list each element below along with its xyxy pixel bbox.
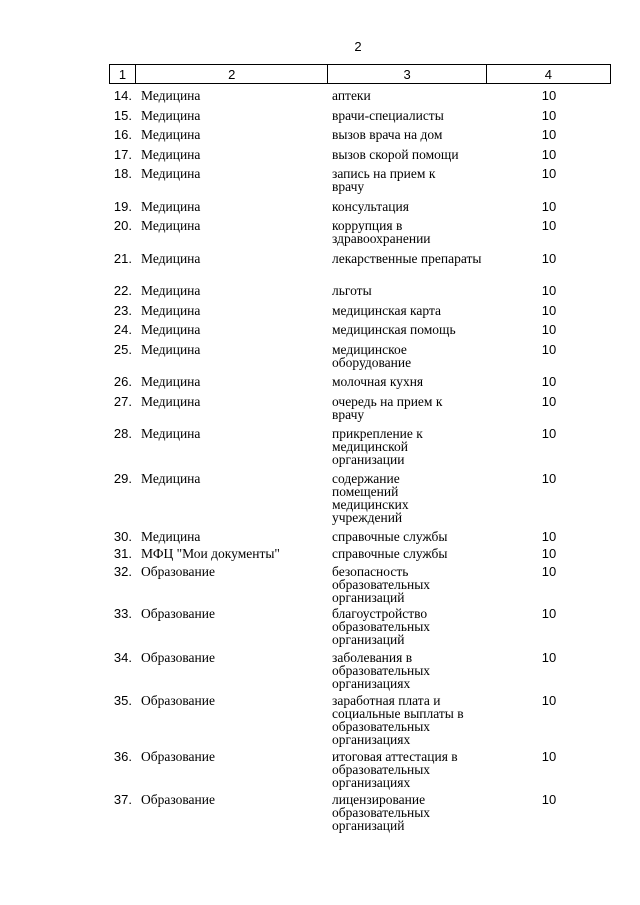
row-category: Образование: [141, 748, 215, 764]
table-row: [0, 89, 640, 109]
row-value: 10: [541, 748, 557, 764]
row-topic: медицинская помощь: [332, 322, 456, 337]
table-row: [0, 427, 640, 472]
row-number: 33.: [113, 606, 132, 621]
column-header-2: 2: [136, 65, 328, 84]
row-number: 37.: [113, 791, 132, 807]
row-number: 15.: [113, 107, 132, 123]
column-header-4: 4: [486, 65, 610, 84]
row-topic: консультация: [332, 198, 409, 214]
row-category: Медицина: [141, 426, 201, 441]
table-body: [0, 89, 640, 836]
row-topic: благоустройство образовательных организаций: [332, 606, 431, 647]
row-category: Медицина: [141, 218, 201, 233]
row-category: Медицина: [141, 374, 201, 389]
row-category: Медицина: [141, 471, 201, 486]
column-header-row: [110, 65, 611, 84]
row-topic: заболевания в образовательных организациях: [332, 649, 431, 691]
row-topic: врачи-специалисты: [332, 107, 444, 123]
row-value: 10: [541, 528, 557, 544]
table-row: [0, 304, 640, 324]
row-topic: итоговая аттестация в образовательных организациях: [332, 748, 458, 790]
row-number: 34.: [113, 649, 132, 665]
row-number: 20.: [113, 218, 132, 233]
row-topic: лицензирование образовательных организаций: [332, 791, 431, 833]
row-value: 10: [541, 374, 557, 389]
table-row: [0, 284, 640, 304]
row-topic: содержание помещений медицинских учреждений: [332, 471, 409, 525]
row-category: Медицина: [141, 198, 201, 214]
row-number: 26.: [113, 374, 132, 389]
row-topic: коррупция в здравоохранении: [332, 218, 431, 246]
row-number: 16.: [113, 127, 132, 142]
table-row: [0, 793, 640, 836]
row-category: Медицина: [141, 322, 201, 337]
row-number: 25.: [113, 341, 132, 357]
row-number: 23.: [113, 302, 132, 318]
row-number: 24.: [113, 322, 132, 337]
row-category: Медицина: [141, 146, 201, 162]
row-value: 10: [541, 393, 557, 409]
row-value: 10: [541, 146, 557, 162]
row-category: Медицина: [141, 166, 201, 181]
row-topic: безопасность образовательных организаций: [332, 563, 431, 605]
row-number: 18.: [113, 166, 132, 181]
row-topic: вызов врача на дом: [332, 127, 443, 142]
row-topic: аптеки: [332, 88, 371, 103]
row-category: Медицина: [141, 88, 201, 103]
row-value: 10: [541, 88, 557, 103]
row-category: Медицина: [141, 393, 201, 409]
column-header-3: 3: [328, 65, 486, 84]
row-category: Образование: [141, 791, 215, 807]
row-value: 10: [541, 563, 557, 579]
row-value: 10: [541, 127, 557, 142]
row-category: Медицина: [141, 107, 201, 123]
row-number: 32.: [113, 563, 132, 579]
row-value: 10: [541, 649, 557, 665]
row-category: Медицина: [141, 250, 201, 266]
row-category: Медицина: [141, 341, 201, 357]
table-row: [0, 472, 640, 530]
row-category: Медицина: [141, 283, 201, 298]
row-value: 10: [541, 218, 557, 233]
row-number: 36.: [113, 748, 132, 764]
row-value: 10: [541, 302, 557, 318]
row-category: Образование: [141, 649, 215, 665]
row-topic: прикрепление к медицинской организации: [332, 426, 423, 467]
row-number: 19.: [113, 198, 132, 214]
row-topic: справочные службы: [332, 546, 448, 561]
table-row: [0, 547, 640, 565]
row-topic: очередь на прием к врачу: [332, 393, 443, 422]
row-topic: льготы: [332, 283, 372, 298]
row-category: Образование: [141, 606, 215, 621]
row-value: 10: [541, 341, 557, 357]
row-number: 28.: [113, 426, 132, 441]
column-header-1: 1: [110, 65, 136, 84]
row-topic: медицинская карта: [332, 302, 442, 318]
table-row: [0, 252, 640, 285]
table-row: [0, 167, 640, 200]
table-row: [0, 148, 640, 168]
row-value: 10: [541, 546, 557, 561]
table-row: [0, 395, 640, 428]
row-value: 10: [541, 283, 557, 298]
row-value: 10: [541, 107, 557, 123]
row-category: Медицина: [141, 302, 201, 318]
row-value: 10: [541, 426, 557, 441]
table-row: [0, 565, 640, 608]
row-category: Образование: [141, 692, 215, 708]
row-topic: заработная плата и социальные выплаты в образовательных организациях: [332, 692, 464, 747]
row-value: 10: [541, 606, 557, 621]
row-category: Медицина: [141, 528, 201, 544]
row-topic: лекарственные препараты: [332, 250, 482, 266]
column-header-table: [109, 64, 611, 84]
row-number: 21.: [113, 250, 132, 266]
table-row: [0, 694, 640, 750]
row-value: 10: [541, 250, 557, 266]
row-topic: медицинское оборудование: [332, 341, 412, 370]
row-number: 14.: [113, 88, 132, 103]
row-topic: вызов скорой помощи: [332, 146, 459, 162]
row-number: 17.: [113, 146, 132, 162]
row-topic: молочная кухня: [332, 374, 424, 389]
row-number: 30.: [113, 528, 132, 544]
row-category: Образование: [141, 563, 215, 579]
table-row: [0, 750, 640, 793]
table-row: [0, 200, 640, 220]
row-number: 22.: [113, 283, 132, 298]
row-value: 10: [541, 471, 557, 486]
row-value: 10: [541, 166, 557, 181]
row-topic: запись на прием к врачу: [332, 166, 436, 194]
row-number: 35.: [113, 692, 132, 708]
row-number: 31.: [113, 546, 132, 561]
page-number: 2: [354, 39, 362, 54]
row-number: 27.: [113, 393, 132, 409]
table-row: [0, 323, 640, 343]
table-row: [0, 219, 640, 252]
row-value: 10: [541, 791, 557, 807]
row-value: 10: [541, 322, 557, 337]
row-category: МФЦ "Мои документы": [141, 546, 280, 561]
table-row: [0, 607, 640, 651]
table-row: [0, 128, 640, 148]
row-value: 10: [541, 198, 557, 214]
row-category: Медицина: [141, 127, 201, 142]
table-row: [0, 651, 640, 694]
table-row: [0, 343, 640, 376]
table-row: [0, 375, 640, 395]
row-number: 29.: [113, 471, 132, 486]
row-value: 10: [541, 692, 557, 708]
table-row: [0, 109, 640, 129]
table-row: [0, 530, 640, 548]
row-topic: справочные службы: [332, 528, 448, 544]
